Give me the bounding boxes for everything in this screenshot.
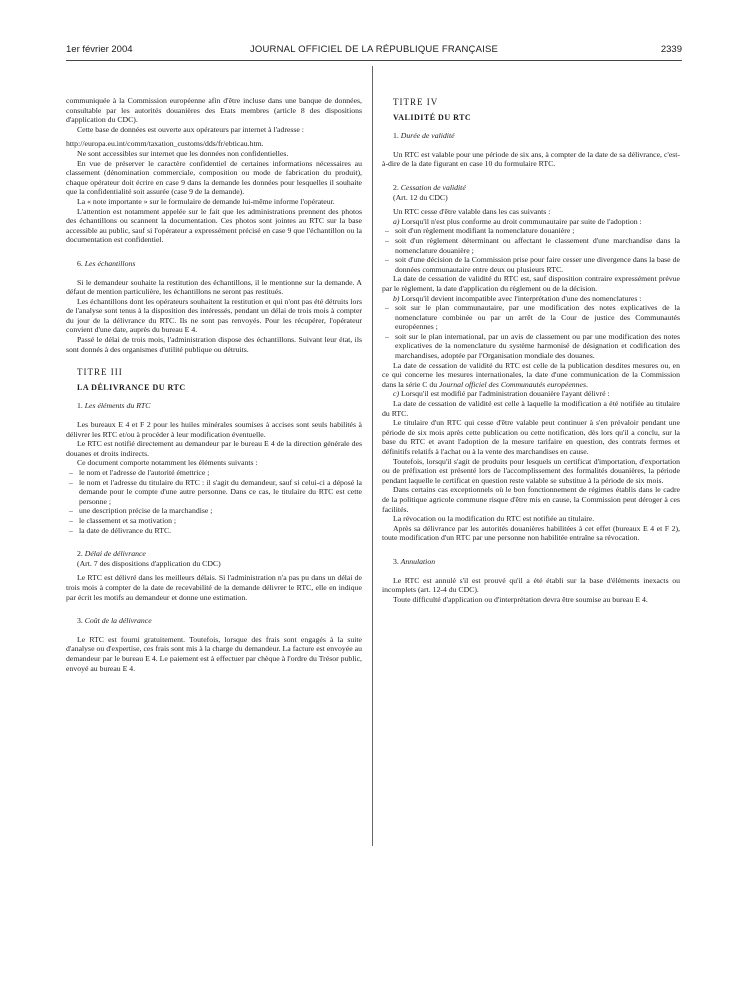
paragraph: Ne sont accessibles sur internet que les données non confidentielles. [77,148,289,158]
page-number: 2339 [660,44,682,55]
titre-subheading: LA DÉLIVRANCE DU RTC [77,382,186,392]
section-title: Délai de délivrance [84,549,146,559]
paragraph [382,361,680,390]
page-header [66,44,682,58]
case-letter: a) [393,216,400,226]
section-number: 3. [393,556,399,566]
list-item: – une description précise de la marchandise ; [66,506,362,516]
titre-subheading: VALIDITÉ DU RTC [393,112,472,122]
list-item: – la date de délivrance du RTC. [66,526,362,536]
list [382,226,680,274]
case-letter: b) [393,293,400,303]
section-number: 6. [77,258,83,268]
paragraph: Toute difficulté d'application ou d'interprétation devra être soumise au bureau E 4. [393,594,648,604]
paragraph: En vue de préserver le caractère confidentiel de certaines informations nécessaires au classement (dénomination commerciale, composition ou mode de fabrication du produit), chaque opérateur doit écrire en case 9 dans la demande les données pour lesquelles il souhaite que la confidentialité soit assurée (case 9 de la demande). [66,158,362,197]
section-number: 1. [393,131,399,141]
titre-heading: TITRE III [77,367,123,378]
journal-reference: Journal officiel des Communautés européennes [439,379,586,389]
list-item: – soit d'un règlement modifiant la nomenclature douanière ; [382,226,680,236]
paragraph: Après sa délivrance par les autorités douanières habilitées à cet effet (bureaux E 4 et F 2), toute modification d'un RTC par une personne non habilitée entraîne sa révocation. [382,523,680,543]
paragraph: La date de cessation de validité du RTC est, sauf disposition contraire expressément prévue par le règlement, la date d'application du règlement ou de la décision. [382,274,680,293]
paragraph-end: . [585,379,588,389]
paragraph: Ce document comporte notamment les éléments suivants : [77,458,258,468]
section-heading [382,557,680,567]
article-reference: (Art. 7 des dispositions d'application du CDC) [77,558,221,568]
paragraph: Un RTC cesse d'être valable dans les cas suivants : [393,207,551,217]
paragraph: Le titulaire d'un RTC qui cesse d'être valable peut continuer à s'en prévaloir pendant une période de six mois après cette publication ou cette notification, dès lors qu'il a conclu, sur la base du RTC et avant l'adoption de la mesure tarifaire en question, des contrats fermes et définitifs relatifs à l'achat ou à la vente des marchandises en cause. [382,418,680,456]
section-heading [66,259,362,269]
paragraph: Le RTC est annulé s'il est prouvé qu'il a été établi sur la base d'éléments inexacts ou incomplets (art. 12-4 du CDC). [382,575,680,595]
section-title: Cessation de validité [400,182,466,192]
paragraph [382,217,680,227]
titre-heading: TITRE IV [393,97,439,107]
section-title: Annulation [400,556,436,566]
paragraph: La révocation ou la modification du RTC est notifiée au titulaire. [393,514,595,524]
column-divider [372,66,373,846]
section-heading [66,616,362,626]
list-item: – soit sur le plan international, par un avis de classement ou par une modification des notes explicatives de la nomenclature du système harmonisé de désignation et codification des marchandises, adoptée par l'Organisation mondiale des douanes. [382,332,680,361]
journal-title: JOURNAL OFFICIEL DE LA RÉPUBLIQUE FRANÇAISE [249,44,499,55]
case-text: Lorsqu'il n'est plus conforme au droit communautaire par suite de l'adoption : [401,216,642,226]
section-number: 2. [77,549,83,559]
list-item: – soit d'un règlement déterminant ou affectant le classement d'une marchandise dans la nomenclature douanière ; [382,236,680,255]
paragraph: Le RTC est délivré dans les meilleurs délais. Si l'administration n'a pas pu dans un délai de trois mois à compter de la date de recevabilité de la demande délivrer le RTC, elle en indique par écrit les motifs au demandeur et donne une estimation. [66,573,362,602]
case-text: Lorsqu'il est modifié par l'administration douanière l'ayant délivré : [400,389,610,399]
list [66,468,362,535]
case-text: Lorsqu'il devient incompatible avec l'interprétation d'une des nomenclatures : [401,293,642,303]
section-heading [382,131,680,141]
list-item: – le classement et sa motivation ; [66,516,362,526]
section-title: Les échantillons [84,258,136,268]
right-column [382,98,680,604]
section-title: Coût de la délivrance [84,616,152,626]
header-rule [66,60,682,61]
paragraph: Dans certains cas exceptionnels où le bon fonctionnement de régimes établis dans le cadre de la politique agricole commune risque d'être mis en cause, la Commission peut déroger à ces facilités. [382,485,680,514]
paragraph: communiquée à la Commission européenne afin d'être incluse dans une banque de données, consultable par les autorités douanières des Etats membres (article 8 des dispositions d'application du CDC). [66,96,362,125]
paragraph: La « note importante » sur le formulaire de demande lui-même informe l'opérateur. [77,196,335,206]
paragraph: Un RTC est valable pour une période de six ans, à compter de la date de sa délivrance, c'est-à-dire de la date figurant en case 10 du formulaire RTC. [382,149,680,169]
list [382,303,680,361]
paragraph: Passé le délai de trois mois, l'administration dispose des échantillons. Suivant leur état, ils sont donnés à des organismes d'utilité publique ou détruits. [66,335,362,354]
section-heading [66,549,362,559]
section-heading [66,401,362,411]
paragraph: Les échantillons dont les opérateurs souhaitent la restitution et qui n'ont pas été détruits lors de l'analyse sont tenus à la disposition des intéressés, pendant un délai de trois mois à compter du jour de la délivrance du RTC. Ils ne sont pas renvoyés. Pour les récupérer, l'opérateur convient d'une date, auprès du bureau E 4. [66,296,362,335]
paragraph: Cette base de données est ouverte aux opérateurs par internet à l'adresse : [77,124,304,134]
section-heading [382,183,680,193]
case-letter: c) [393,389,400,399]
section-title: Les éléments du RTC [84,401,151,411]
paragraph-text: La date de cessation de validité du RTC est celle de la publication desdites mesures ou, en ce qui concerne les mesures internationales, la date d'une communication de la Commission dans la série C du [382,360,680,389]
paragraph: L'attention est notamment appelée sur le fait que les administrations prennent des photos des échantillons ou scannent la documentation. Ces photos sont jointes au RTC sur la base accessible au public, sauf si l'opérateur a expressément précisé en case 9 que l'échantillon ou la documentation est confidentiel. [66,206,362,245]
paragraph: La date de cessation de validité est celle à laquelle la modification a été notifiée au titulaire du RTC. [382,399,680,418]
list-item: – soit d'une décision de la Commission prise pour faire cesser une divergence dans la base de données communautaire entre deux ou plusieurs RTC. [382,255,680,274]
paragraph [382,389,680,399]
section-number: 3. [77,616,83,626]
paragraph [382,294,680,304]
section-number: 1. [77,401,83,411]
header-date: 1er février 2004 [66,44,133,55]
paragraph: Toutefois, lorsqu'il s'agit de produits pour lesquels un certificat d'importation, d'exportation ou de préfixation est présenté lors de l'accomplissement des formalités douanières, la période pendant laquelle le certificat en question reste valable se substitue à la période de six mois. [382,456,680,485]
article-reference: (Art. 12 du CDC) [393,192,448,202]
paragraph: Les bureaux E 4 et F 2 pour les huiles minérales soumises à accises sont seuls habilités à délivrer les RTC et/ou à procéder à leur modification éventuelle. [66,420,362,439]
paragraph: Si le demandeur souhaite la restitution des échantillons, il le mentionne sur la demande. A défaut de mention particulière, les échantillons ne seront pas restitués. [66,277,362,297]
paragraph: Le RTC est fourni gratuitement. Toutefois, lorsque des frais sont engagés à la suite d'analyse ou d'expertise, ces frais sont mis à la charge du demandeur. La facture est envoyée au demandeur par le bureau E 4. Le paiement est à effectuer par chèque à l'ordre du Trésor public, envoyé au bureau E 4. [66,634,362,673]
database-url: http://europa.eu.int/comm/taxation_customs/dds/fr/ebticau.htm. [66,139,264,149]
list-item: – le nom et l'adresse de l'autorité émettrice ; [66,468,362,478]
section-title: Durée de validité [400,131,455,141]
list-item: – le nom et l'adresse du titulaire du RTC : il s'agit du demandeur, sauf si celui-ci a déposé la demande pour le compte d'une autre personne. Dans ce cas, le titulaire du RTC est cette personne ; [66,478,362,507]
left-column [66,96,362,673]
list-item: – soit sur le plan communautaire, par une modification des notes explicatives de la nomenclature combinée ou par un arrêt de la Cour de justice des Communautés européennes ; [382,303,680,332]
paragraph: Le RTC est notifié directement au demandeur par le bureau E 4 de la direction générale des douanes et droits indirects. [66,439,362,458]
section-number: 2. [393,182,399,192]
